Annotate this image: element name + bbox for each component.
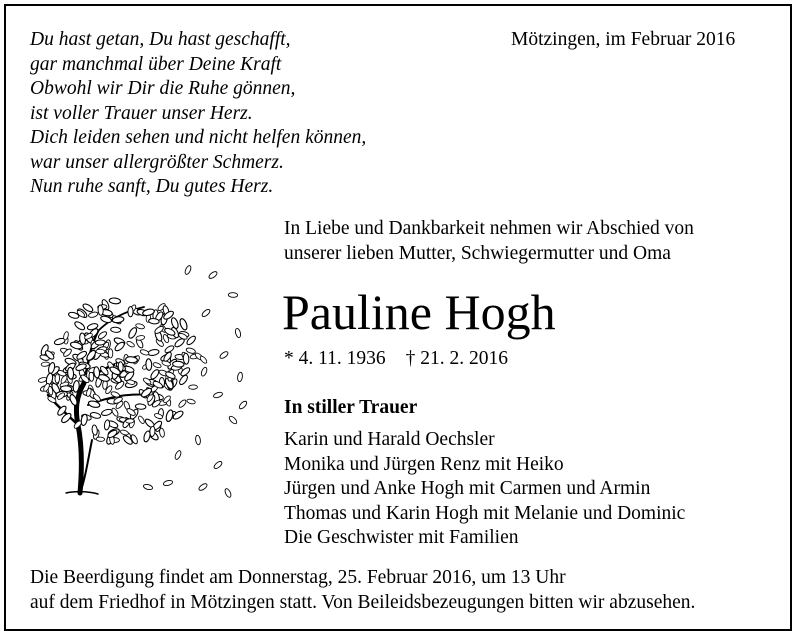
funeral-notice	[30, 566, 695, 615]
funeral-line: Die Beerdigung findet am Donnerstag, 25. Februar 2016, um 13 Uhr	[30, 567, 566, 588]
life-dates	[284, 347, 508, 371]
poem	[30, 28, 366, 200]
mourning-title: In stiller Trauer	[284, 397, 418, 418]
mourner-entry: Karin und Harald Oechsler	[284, 429, 495, 450]
poem-line: Obwohl wir Dir die Ruhe gönnen,	[30, 78, 296, 99]
mourner-entry: Thomas und Karin Hogh mit Melanie und Dominic	[284, 502, 686, 524]
poem-line: war unser allergrößter Schmerz.	[30, 151, 284, 173]
mourner-entry: Jürgen und Anke Hogh mit Carmen und Armin	[284, 478, 651, 499]
mourners-list	[284, 428, 685, 551]
deceased-name: Pauline Hogh	[282, 284, 556, 340]
funeral-line: auf dem Friedhof in Mötzingen statt. Von Beileidsbezeugungen bitten wir abzusehen.	[30, 591, 696, 613]
mourner-entry: Die Geschwister mit Familien	[284, 527, 519, 548]
poem-line: ist voller Trauer unser Herz.	[30, 102, 253, 124]
poem-line: Dich leiden sehen und nicht helfen können,	[30, 127, 367, 148]
intro-text	[284, 217, 694, 266]
intro-line: unserer lieben Mutter, Schwiegermutter und Oma	[284, 242, 671, 264]
place-date: Mötzingen, im Februar 2016	[511, 29, 736, 50]
poem-line: gar manchmal über Deine Kraft	[30, 53, 282, 75]
windblown-tree-icon	[28, 255, 258, 515]
intro-line: In Liebe und Dankbarkeit nehmen wir Abschied von	[284, 218, 694, 239]
poem-line: Du hast getan, Du hast geschafft,	[30, 29, 291, 50]
mourner-entry: Monika und Jürgen Renz mit Heiko	[284, 453, 564, 475]
birth-date: * 4. 11. 1936	[284, 348, 386, 369]
poem-line: Nun ruhe sanft, Du gutes Herz.	[30, 176, 274, 197]
death-date: † 21. 2. 2016	[405, 348, 509, 369]
